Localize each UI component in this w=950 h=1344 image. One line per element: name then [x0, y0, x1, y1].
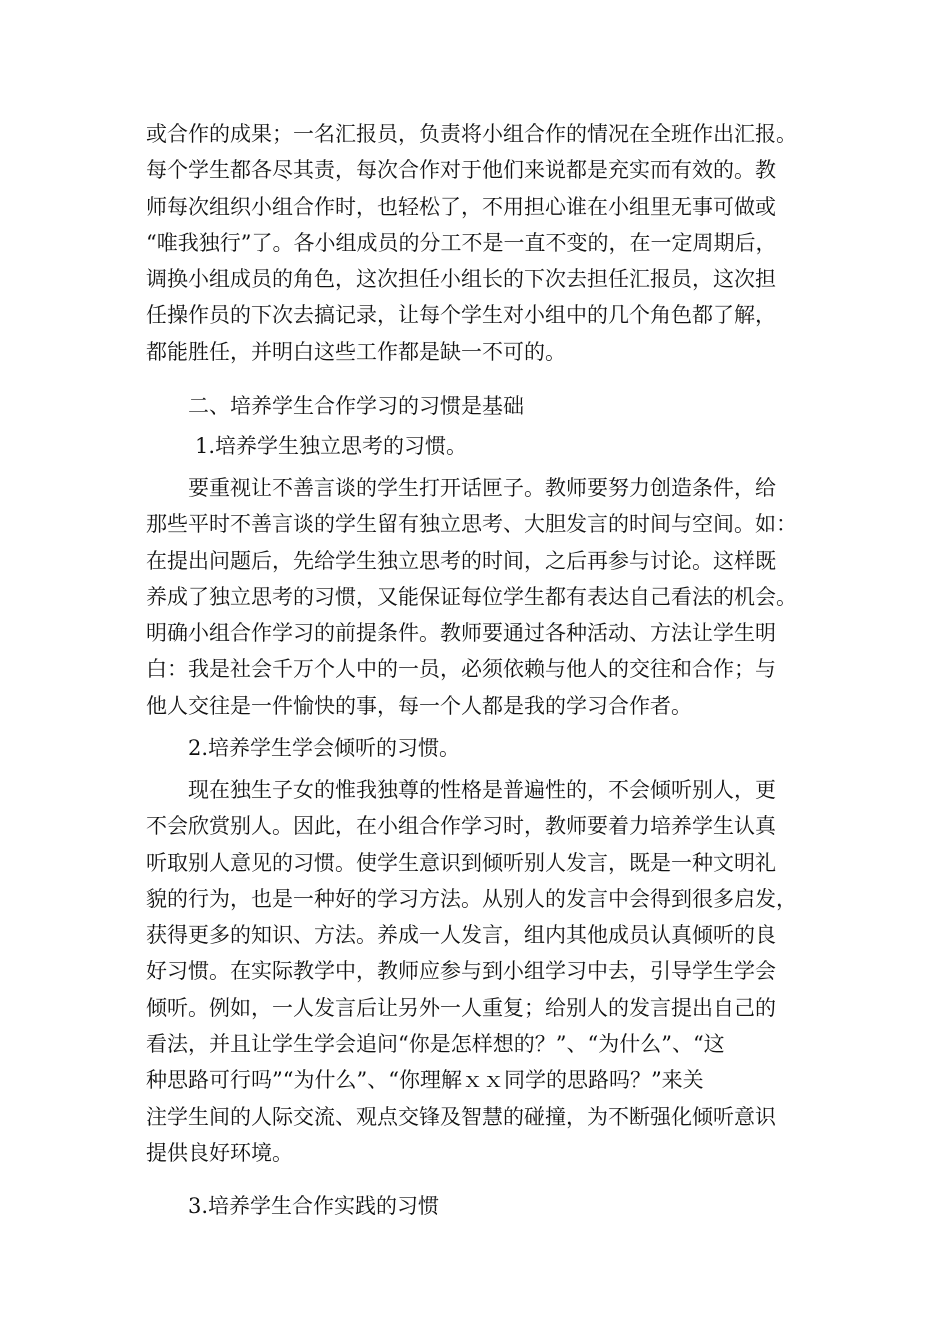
text-line: 要重视让不善言谈的学生打开话匣子。教师要努力创造条件，给 — [146, 476, 776, 500]
text-line: 提供良好环境。 — [146, 1140, 293, 1165]
text-line: 明确小组合作学习的前提条件。教师要通过各种活动、方法让学生明 — [146, 621, 776, 646]
paragraph-independent-thinking — [146, 470, 822, 724]
text-line: 任操作员的下次去搞记录，让每个学生对小组中的几个角色都了解， — [146, 303, 776, 328]
text-line: 倾听。例如，一人发言后让另外一人重复；给别人的发言提出自己的 — [146, 995, 776, 1020]
text-line: 师每次组织小组合作时，也轻松了，不用担心谁在小组里无事可做或 — [146, 194, 776, 219]
text-line: 他人交往是一件愉快的事，每一个人都是我的学习合作者。 — [146, 693, 692, 718]
text-line: 听取别人意见的习惯。使学生意识到倾听别人发言，既是一种文明礼 — [146, 850, 776, 875]
paragraph-listening — [146, 772, 822, 1171]
text-line: 好习惯。在实际教学中，教师应参与到小组学习中去，引导学生学会 — [146, 959, 776, 984]
subsection-heading: 3.培养学生合作实践的习惯 — [188, 1194, 440, 1218]
text-line: 或合作的成果；一名汇报员，负责将小组合作的情况在全班作出汇报。 — [146, 122, 797, 146]
text-line: 现在独生子女的惟我独尊的性格是普遍性的，不会倾听别人，更 — [146, 778, 776, 802]
text-line: 注学生间的人际交流、观点交锋及智慧的碰撞，为不断强化倾听意识 — [146, 1104, 776, 1129]
text-line: 调换小组成员的角色，这次担任小组长的下次去担任汇报员，这次担 — [146, 267, 776, 292]
section-heading: 二、培养学生合作学习的习惯是基础 — [188, 394, 524, 418]
text-line: 在提出问题后，先给学生独立思考的时间，之后再参与讨论。这样既 — [146, 548, 776, 573]
text-line: 那些平时不善言谈的学生留有独立思考、大胆发言的时间与空间。如： — [146, 512, 797, 537]
text-line: 都能胜任，并明白这些工作都是缺一不可的。 — [146, 339, 566, 364]
text-line: 貌的行为，也是一种好的学习方法。从别人的发言中会得到很多启发， — [146, 886, 797, 911]
text-line: 白：我是社会千万个人中的一员，必须依赖与他人的交往和合作；与 — [146, 657, 776, 682]
paragraph-group-roles — [146, 116, 822, 370]
text-line: 不会欣赏别人。因此，在小组合作学习时，教师要着力培养学生认真 — [146, 814, 776, 839]
text-line: “唯我独行”了。各小组成员的分工不是一直不变的，在一定周期后， — [146, 230, 777, 255]
subsection-heading: 2.培养学生学会倾听的习惯。 — [188, 736, 461, 760]
text-line: 养成了独立思考的习惯，又能保证每位学生都有表达自己看法的机会。 — [146, 584, 797, 609]
text-line: 每个学生都各尽其责，每次合作对于他们来说都是充实而有效的。教 — [146, 158, 776, 183]
subsection-heading: 1.培养学生独立思考的习惯。 — [195, 434, 468, 458]
text-line: 看法，并且让学生学会追问“你是怎样想的？”、“为什么”、“这 — [146, 1032, 725, 1057]
text-line: 种思路可行吗”“为什么”、“你理解ｘｘ同学的思路吗？”来关 — [146, 1068, 704, 1093]
text-line: 获得更多的知识、方法。养成一人发言，组内其他成员认真倾听的良 — [146, 923, 776, 948]
